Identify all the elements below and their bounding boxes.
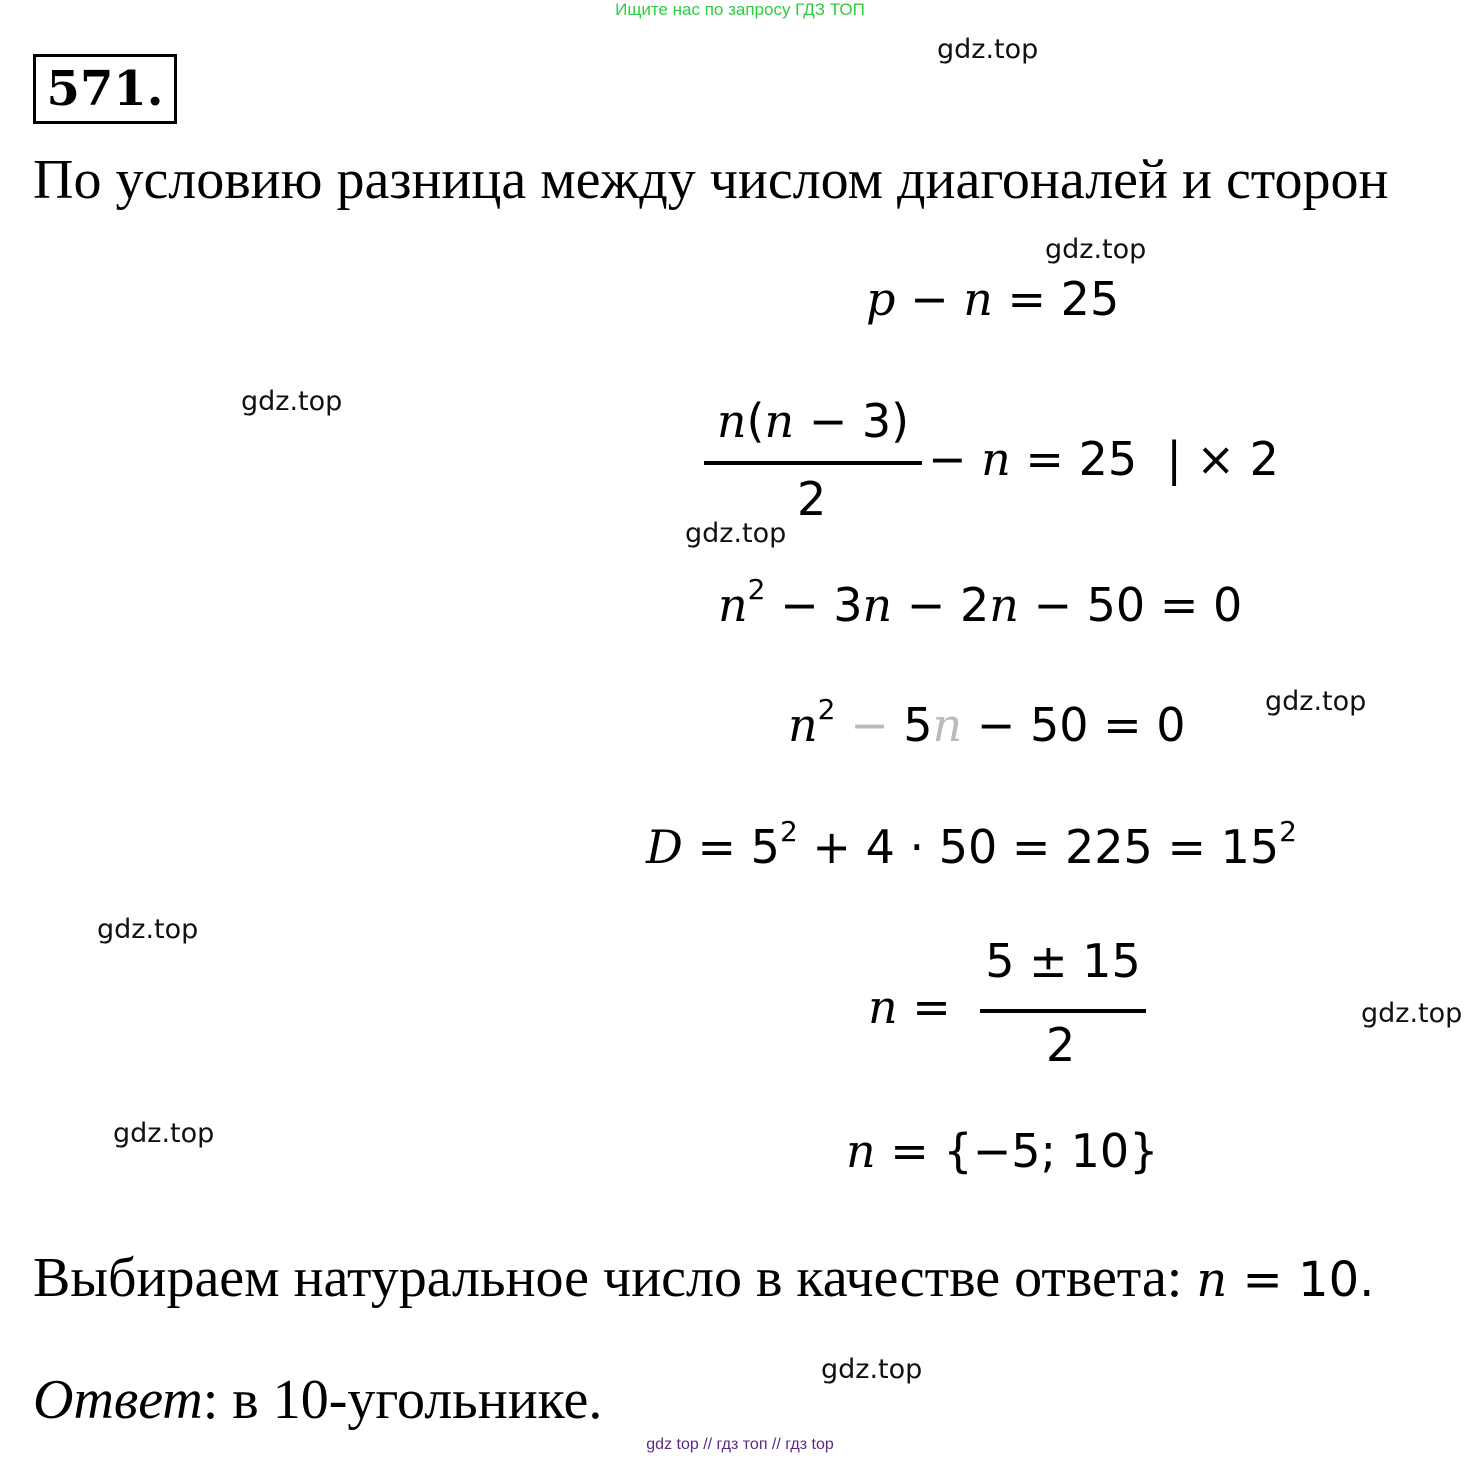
watermark: gdz.top: [937, 34, 1039, 65]
equation-expanded: $n^2 - 3n - 2n - 50 = 0$: [718, 573, 1243, 632]
watermark: gdz.top: [241, 386, 343, 417]
watermark: gdz.top: [1361, 998, 1463, 1029]
eq2-denominator: 2: [797, 472, 827, 526]
watermark: gdz.top: [113, 1118, 215, 1149]
answer-text: : в 10-угольнике.: [202, 1369, 603, 1431]
footer-links[interactable]: gdz top // гдз топ // гдз top: [646, 1436, 834, 1453]
eq6-fraction-bar: [980, 1009, 1146, 1013]
eq2-rest: − n = 25 | × 2: [928, 432, 1279, 486]
eq2-numerator: n(n − 3): [716, 394, 910, 448]
eq6-numerator: 5 ± 15: [985, 934, 1141, 988]
eq2-fraction-bar: [704, 461, 922, 465]
watermark: gdz.top: [685, 518, 787, 549]
roots-set: n = {−5; 10}: [846, 1124, 1159, 1178]
watermark: gdz.top: [1265, 686, 1367, 717]
conclusion-value: n = 10.: [1196, 1252, 1375, 1308]
top-banner[interactable]: Ищите нас по запросу ГДЗ ТОП: [615, 0, 865, 19]
answer: [33, 1368, 602, 1432]
discriminant: $D = 5^2 + 4 \cdot 50 = 225 = 15^2$: [646, 815, 1297, 874]
conclusion-text: Выбираем натуральное число в качестве ответа:: [33, 1247, 1183, 1309]
eq6-lhs: n =: [868, 980, 951, 1034]
conclusion: [33, 1246, 1374, 1310]
watermark: gdz.top: [97, 914, 199, 945]
watermark: gdz.top: [1045, 234, 1147, 265]
equation-p-minus-n: p − n = 25: [866, 272, 1120, 326]
equation-simplified: $n^2 - 5n - 50 = 0$: [788, 693, 1186, 752]
problem-number: 571.: [33, 54, 177, 124]
answer-label: Ответ: [33, 1369, 203, 1431]
watermark: gdz.top: [821, 1354, 923, 1385]
intro-text: По условию разница между числом диагоналей и сторон: [33, 149, 1389, 211]
eq6-denominator: 2: [1046, 1018, 1076, 1072]
